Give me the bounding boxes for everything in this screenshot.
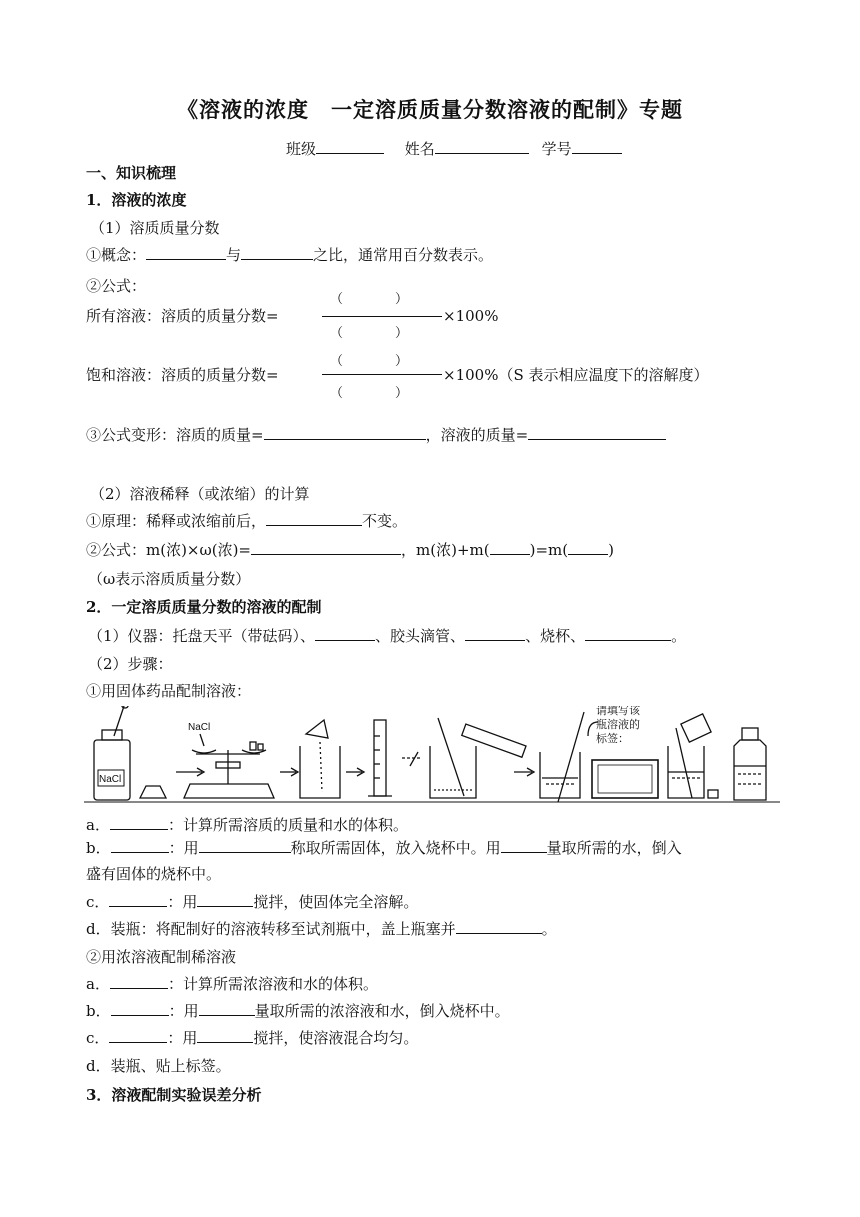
sub-heading: （2）溶液稀释（或浓缩）的计算 [90,485,310,503]
final-reagent-bottle-icon [734,728,766,800]
nacl-bottle-label: NaCl [99,774,122,785]
svg-text:标签：: 标签： [596,733,629,745]
answer-blank[interactable] [109,892,167,907]
svg-text:瓶溶液的: 瓶溶液的 [596,719,640,731]
concept-line: ①概念： 与 之比，通常用百分数表示。 [86,246,494,264]
reagent-bottle-icon [94,706,130,800]
answer-blank[interactable] [111,838,169,853]
weighing-paper-icon [140,786,166,798]
id-label: 学号 [541,140,572,158]
step-a: a． ：计算所需溶质的质量和水的体积。 [86,816,408,834]
answer-blank[interactable] [197,1028,253,1043]
name-label: 姓名 [404,140,435,158]
answer-blank[interactable] [110,974,168,989]
beaker-stirring-icon [430,718,526,798]
arrow-icon [346,768,364,776]
subsection-heading: 2．一定溶质质量分数的溶液的配制 [86,598,322,616]
student-info-line [286,139,622,159]
answer-blank[interactable] [315,626,375,641]
step-b-continued: 盛有固体的烧杯中。 [86,865,222,883]
answer-blank[interactable] [199,1001,255,1016]
fraction-bar [322,316,442,317]
answer-blank[interactable] [456,919,542,934]
step-c2: c． ：用 搅拌，使溶液混合均匀。 [86,1029,419,1047]
solution-preparation-figure [84,706,780,806]
transform-line: ③公式变形：溶质的质量= ，溶液的质量= [86,425,666,445]
section-heading: 一、知识梳理 [86,164,177,182]
answer-blank[interactable] [528,425,666,440]
name-blank[interactable] [435,139,529,154]
instruments-line: （1）仪器：托盘天平（带砝码）、 、胶头滴管、 、烧杯、 。 [88,627,687,645]
formula-label: ②公式： [86,277,147,295]
answer-blank[interactable] [146,245,226,260]
fraction-bar [322,374,442,375]
answer-blank[interactable] [109,1028,167,1043]
conc-method-label: ②用浓溶液配制稀溶液 [86,948,237,966]
answer-blank[interactable] [266,511,362,526]
answer-blank[interactable] [501,838,547,853]
step-b2: b． ：用 量取所需的浓溶液和水，倒入烧杯中。 [86,1002,510,1020]
denominator-blank[interactable]: （ ） [330,386,409,401]
answer-blank[interactable] [264,425,426,440]
principle-line: ①原理：稀释或浓缩前后， 不变。 [86,512,408,530]
answer-blank[interactable] [490,540,530,555]
balance-icon [184,722,274,798]
id-blank[interactable] [572,139,622,154]
steps-label: （2）步骤： [88,655,173,673]
blank-label-box[interactable] [592,760,658,798]
graduated-cylinder-icon [368,720,392,796]
step-b: b． ：用 称取所需固体，放入烧杯中。用 量取所需的水，倒入 [86,839,682,857]
class-label: 班级 [286,140,317,158]
subsection-heading: 1．溶液的浓度 [86,191,187,209]
answer-blank[interactable] [251,540,401,555]
beaker-pouring-icon [300,720,340,798]
dropper-icon [402,752,422,766]
page-title: 《溶液的浓度 一定溶质质量分数溶液的配制》专题 [177,97,683,122]
answer-blank[interactable] [199,838,291,853]
answer-blank[interactable] [568,540,608,555]
numerator-blank[interactable]: （ ） [330,354,409,369]
arrow-icon [176,768,204,776]
step-a2: a． ：计算所需浓溶液和水的体积。 [86,975,378,993]
answer-blank[interactable] [111,1001,169,1016]
arrow-icon [280,768,298,776]
subsection-heading: 3．溶液配制实验误差分析 [86,1086,262,1104]
class-blank[interactable] [316,139,384,154]
beaker-transfer-icon [540,712,584,802]
arrow-icon [514,768,534,776]
beaker-pour-into-beaker-icon [668,714,718,798]
denominator-blank[interactable]: （ ） [330,326,409,341]
step-c: c． ：用 搅拌，使固体完全溶解。 [86,893,419,911]
numerator-blank[interactable]: （ ） [330,292,409,307]
step-d2: d．装瓶、贴上标签。 [86,1057,231,1075]
nacl-balance-label: NaCl [188,722,211,733]
answer-blank[interactable] [197,892,253,907]
solid-method-label: ①用固体药品配制溶液： [86,682,252,700]
answer-blank[interactable] [241,245,313,260]
label-note [588,706,658,798]
svg-text:请填写该: 请填写该 [596,706,640,717]
omega-note: （ω表示溶质质量分数） [88,570,251,588]
answer-blank[interactable] [465,626,525,641]
step-d: d．装瓶：将配制好的溶液转移至试剂瓶中，盖上瓶塞并 。 [86,920,557,938]
sub-heading: （1）溶质质量分数 [90,219,220,237]
dilution-formula-line: ②公式：m(浓)×ω(浓)= ，m(浓)+m( )=m( ) [86,541,614,559]
answer-blank[interactable] [110,815,168,830]
answer-blank[interactable] [585,626,671,641]
